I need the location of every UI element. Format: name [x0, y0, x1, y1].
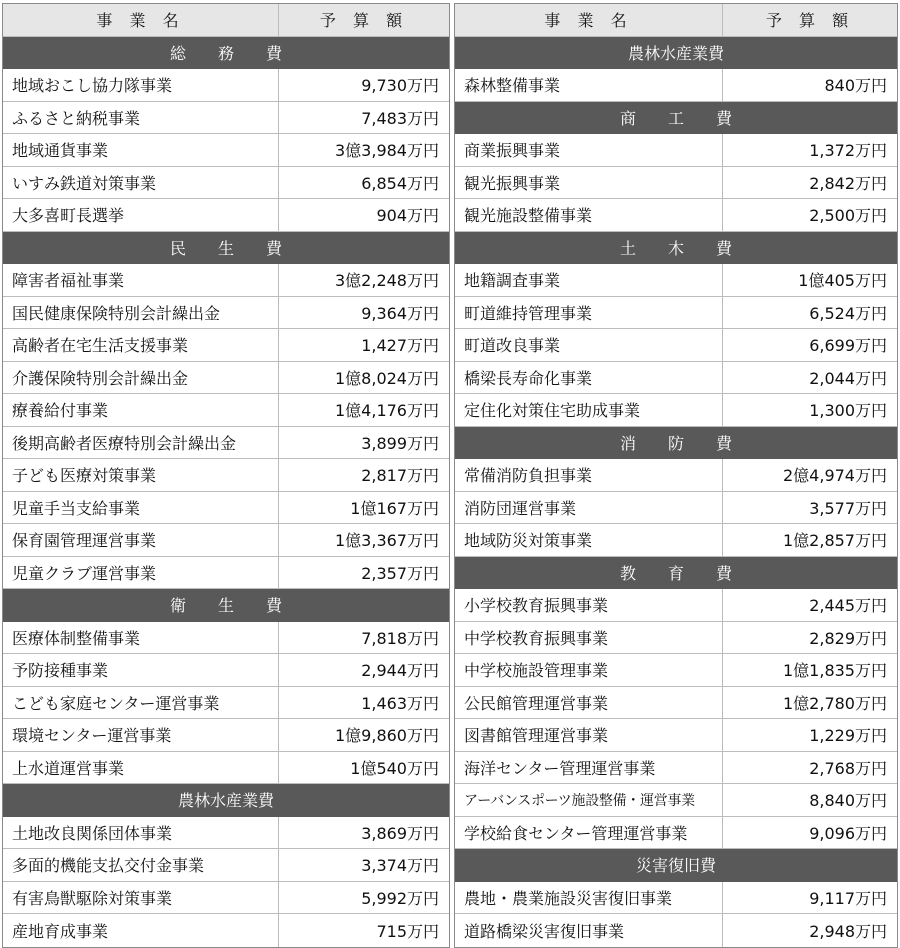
budget-amount: 1億167万円 — [350, 498, 439, 518]
budget-amount: 2,768万円 — [809, 758, 887, 778]
table-row — [455, 524, 897, 557]
project-name: 常備消防負担事業 — [455, 459, 723, 491]
category-label: 商 工 費 — [619, 108, 732, 128]
table-row — [3, 492, 449, 525]
table-row — [455, 492, 897, 525]
project-name: 産地育成事業 — [3, 914, 279, 947]
table-row — [455, 167, 897, 200]
budget-amount: 7,483万円 — [361, 108, 439, 128]
category-row — [3, 232, 449, 265]
budget-amount: 2,948万円 — [809, 921, 887, 941]
table-row — [455, 784, 897, 817]
table-row — [455, 589, 897, 622]
table-row — [455, 817, 897, 850]
budget-amount: 1,300万円 — [809, 401, 887, 421]
table-row — [3, 427, 449, 460]
table-row — [3, 849, 449, 882]
table-row — [3, 297, 449, 330]
project-name: 地域通貨事業 — [3, 134, 279, 166]
project-name: 中学校施設管理事業 — [455, 654, 723, 686]
table-row — [3, 622, 449, 655]
project-name: 介護保険特別会計繰出金 — [3, 362, 279, 394]
project-name: 図書館管理運営事業 — [455, 719, 723, 751]
budget-amount: 2,044万円 — [809, 368, 887, 388]
category-label: 総 務 費 — [169, 43, 282, 63]
category-label: 教 育 費 — [619, 563, 732, 583]
project-name: 農地・農業施設災害復旧事業 — [455, 882, 723, 914]
project-name: 土地改良関係団体事業 — [3, 817, 279, 849]
header-project-name: 事 業 名 — [3, 4, 279, 36]
table-row — [3, 719, 449, 752]
table-row — [455, 752, 897, 785]
budget-amount: 7,818万円 — [361, 628, 439, 648]
category-label: 災害復旧費 — [635, 856, 716, 876]
project-name: 療養給付事業 — [3, 394, 279, 426]
table-row — [3, 167, 449, 200]
project-name: 後期高齢者医療特別会計繰出金 — [3, 427, 279, 459]
project-name: 医療体制整備事業 — [3, 622, 279, 654]
project-name: 大多喜町長選挙 — [3, 199, 279, 231]
project-name: 町道改良事業 — [455, 329, 723, 361]
budget-amount: 9,364万円 — [361, 303, 439, 323]
project-name: 地籍調査事業 — [455, 264, 723, 296]
right-table — [454, 3, 898, 948]
table-row — [3, 362, 449, 395]
category-label: 民 生 費 — [169, 238, 282, 258]
budget-amount: 1億1,835万円 — [783, 661, 887, 681]
project-name: いすみ鉄道対策事業 — [3, 167, 279, 199]
project-name: 有害鳥獣駆除対策事業 — [3, 882, 279, 914]
budget-amount: 1億3,367万円 — [335, 531, 439, 551]
budget-amount: 3,577万円 — [809, 498, 887, 518]
project-name: 予防接種事業 — [3, 654, 279, 686]
project-name: 上水道運営事業 — [3, 752, 279, 784]
project-name: 子ども医療対策事業 — [3, 459, 279, 491]
budget-amount: 1億8,024万円 — [335, 368, 439, 388]
budget-amount: 6,699万円 — [809, 336, 887, 356]
table-row — [455, 654, 897, 687]
header-project-name: 事 業 名 — [455, 4, 723, 36]
table-row — [455, 297, 897, 330]
project-name: ふるさと納税事業 — [3, 102, 279, 134]
table-row — [3, 524, 449, 557]
project-name: アーバンスポーツ施設整備・運営事業 — [455, 784, 723, 816]
project-name: 障害者福祉事業 — [3, 264, 279, 296]
category-label: 消 防 費 — [619, 433, 732, 453]
project-name: 定住化対策住宅助成事業 — [455, 394, 723, 426]
table-row — [3, 817, 449, 850]
budget-amount: 3,869万円 — [361, 823, 439, 843]
project-name: 国民健康保険特別会計繰出金 — [3, 297, 279, 329]
table-row — [455, 329, 897, 362]
project-name: 環境センター運営事業 — [3, 719, 279, 751]
header-row — [455, 4, 897, 37]
budget-amount: 1億2,780万円 — [783, 693, 887, 713]
category-row — [455, 232, 897, 265]
table-row — [455, 264, 897, 297]
project-name: 小学校教育振興事業 — [455, 589, 723, 621]
table-row — [3, 69, 449, 102]
budget-amount: 6,524万円 — [809, 303, 887, 323]
table-row — [455, 622, 897, 655]
budget-amount: 2億4,974万円 — [783, 466, 887, 486]
table-row — [455, 687, 897, 720]
budget-amount: 2,817万円 — [361, 466, 439, 486]
budget-amount: 2,829万円 — [809, 628, 887, 648]
project-name: 観光振興事業 — [455, 167, 723, 199]
budget-amount: 8,840万円 — [809, 791, 887, 811]
project-name: 公民館管理運営事業 — [455, 687, 723, 719]
category-label: 土 木 費 — [619, 238, 732, 258]
header-row — [3, 4, 449, 37]
header-budget-amount: 予 算 額 — [765, 11, 855, 31]
table-row — [3, 199, 449, 232]
project-name: 中学校教育振興事業 — [455, 622, 723, 654]
budget-amount: 3億2,248万円 — [335, 271, 439, 291]
table-row — [3, 882, 449, 915]
project-name: 多面的機能支払交付金事業 — [3, 849, 279, 881]
budget-amount: 715万円 — [376, 921, 439, 941]
table-row — [3, 264, 449, 297]
category-label: 衛 生 費 — [169, 596, 282, 616]
table-row — [455, 362, 897, 395]
project-name: 森林整備事業 — [455, 69, 723, 101]
budget-amount: 904万円 — [376, 206, 439, 226]
table-row — [3, 459, 449, 492]
category-row — [3, 589, 449, 622]
budget-amount: 2,500万円 — [809, 206, 887, 226]
header-budget-amount: 予 算 額 — [319, 11, 409, 31]
budget-amount: 1億540万円 — [350, 758, 439, 778]
project-name: 児童クラブ運営事業 — [3, 557, 279, 589]
table-row — [3, 329, 449, 362]
table-row — [455, 134, 897, 167]
budget-amount: 1億4,176万円 — [335, 401, 439, 421]
table-row — [455, 459, 897, 492]
left-table — [2, 3, 450, 948]
project-name: 地域防災対策事業 — [455, 524, 723, 556]
table-row — [3, 752, 449, 785]
table-row — [3, 102, 449, 135]
project-name: 商業振興事業 — [455, 134, 723, 166]
budget-amount: 2,357万円 — [361, 563, 439, 583]
project-name: 保育園管理運営事業 — [3, 524, 279, 556]
budget-amount: 840万円 — [824, 76, 887, 96]
table-row — [455, 199, 897, 232]
category-row — [3, 784, 449, 817]
category-row — [3, 37, 449, 70]
category-label: 農林水産業費 — [627, 43, 724, 63]
budget-amount: 3億3,984万円 — [335, 141, 439, 161]
budget-amount: 1億405万円 — [798, 271, 887, 291]
project-name: 橋梁長寿命化事業 — [455, 362, 723, 394]
table-row — [3, 134, 449, 167]
project-name: 地域おこし協力隊事業 — [3, 69, 279, 101]
budget-amount: 1,372万円 — [809, 141, 887, 161]
budget-amount: 9,096万円 — [809, 823, 887, 843]
project-name: 観光施設整備事業 — [455, 199, 723, 231]
project-name: 消防団運営事業 — [455, 492, 723, 524]
budget-amount: 1,463万円 — [361, 693, 439, 713]
budget-amount: 2,842万円 — [809, 173, 887, 193]
project-name: こども家庭センター運営事業 — [3, 687, 279, 719]
project-name: 児童手当支給事業 — [3, 492, 279, 524]
budget-amount: 9,117万円 — [809, 888, 887, 908]
project-name: 学校給食センター管理運営事業 — [455, 817, 723, 849]
budget-amount: 9,730万円 — [361, 76, 439, 96]
table-row — [455, 394, 897, 427]
budget-amount: 2,944万円 — [361, 661, 439, 681]
project-name: 海洋センター管理運営事業 — [455, 752, 723, 784]
budget-amount: 1,229万円 — [809, 726, 887, 746]
table-row — [3, 557, 449, 590]
table-row — [3, 654, 449, 687]
category-row — [455, 102, 897, 135]
project-name: 町道維持管理事業 — [455, 297, 723, 329]
table-row — [3, 687, 449, 720]
budget-amount: 1億9,860万円 — [335, 726, 439, 746]
budget-amount: 2,445万円 — [809, 596, 887, 616]
table-row — [455, 882, 897, 915]
budget-amount: 6,854万円 — [361, 173, 439, 193]
category-row — [455, 37, 897, 70]
project-name: 高齢者在宅生活支援事業 — [3, 329, 279, 361]
budget-amount: 3,374万円 — [361, 856, 439, 876]
category-row — [455, 557, 897, 590]
table-row — [455, 719, 897, 752]
budget-amount: 1,427万円 — [361, 336, 439, 356]
project-name: 道路橋梁災害復旧事業 — [455, 914, 723, 947]
budget-amount: 3,899万円 — [361, 433, 439, 453]
table-row — [3, 394, 449, 427]
budget-amount: 5,992万円 — [361, 888, 439, 908]
category-row — [455, 849, 897, 882]
category-row — [455, 427, 897, 460]
category-label: 農林水産業費 — [177, 791, 274, 811]
budget-amount: 1億2,857万円 — [783, 531, 887, 551]
table-row — [455, 69, 897, 102]
